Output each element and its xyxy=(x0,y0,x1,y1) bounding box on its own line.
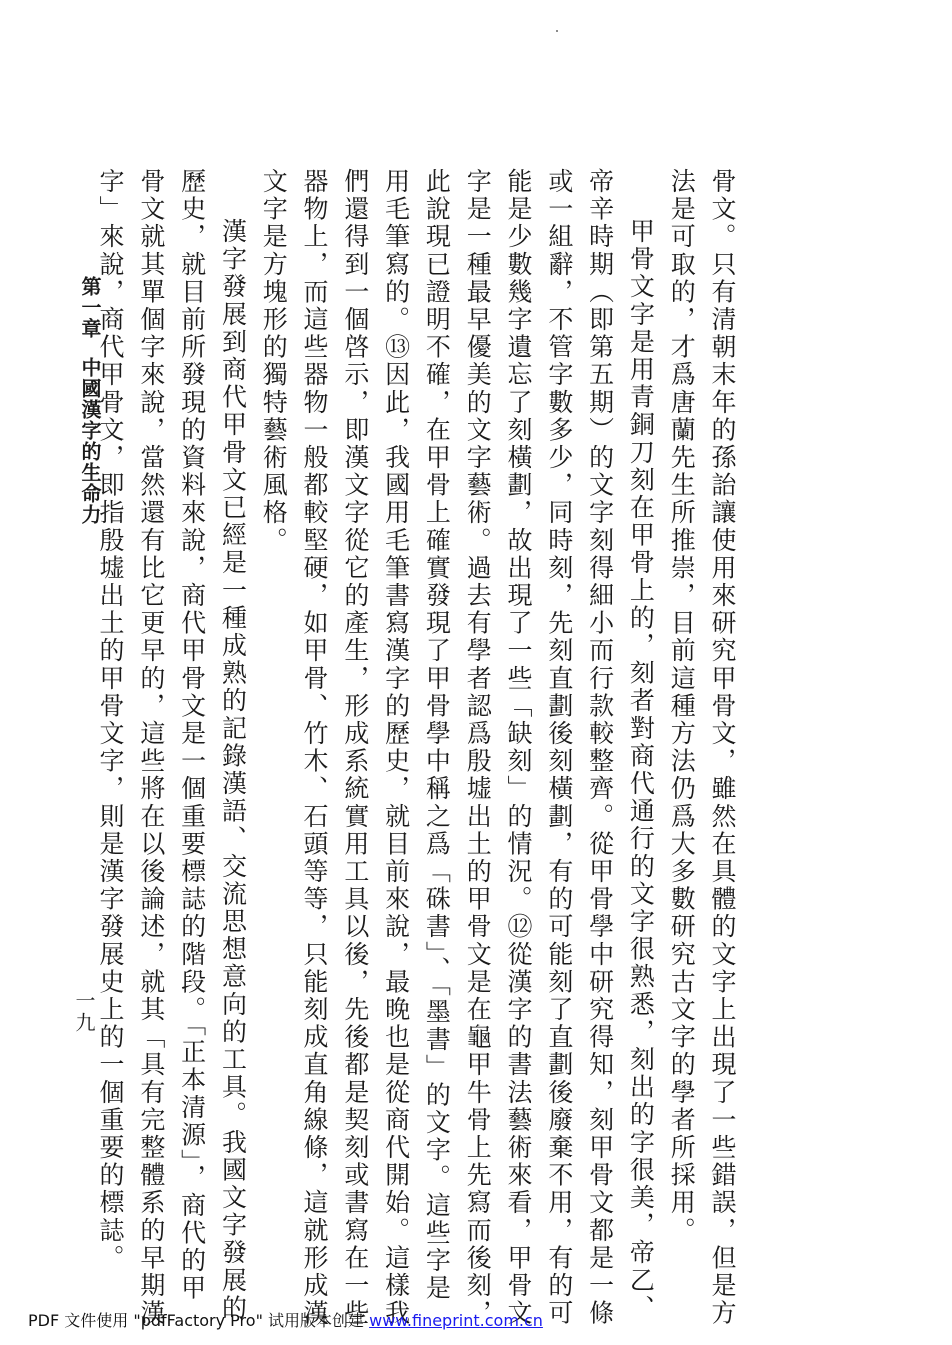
text-column: 甲骨文字是用青銅刀刻在甲骨上的，刻者對商代通行的文字很熟悉，刻出的字很美，帝乙、 xyxy=(626,218,656,1322)
pdf-footer xyxy=(28,1308,543,1331)
text-column: 此說現已證明不確，在甲骨上確實發現了甲骨學中稱之爲「硃書」、「墨書」的文字。這些字是 xyxy=(422,168,452,1303)
text-column: 字」來說，商代甲骨文，即指殷墟出土的甲骨文字，則是漢字發展史上的一個重要的標誌。 xyxy=(96,168,126,1272)
text-column: 器物上，而這些器物一般都較堅硬，如甲骨、竹木、石頭等等，只能刻成直角線條，這就形成漢 xyxy=(300,168,330,1328)
footer-link[interactable]: www.fineprint.com.cn xyxy=(369,1311,543,1330)
text-column: 字是一種最早優美的文字藝術。過去有學者認爲殷墟出土的甲骨文是在龜甲牛骨上先寫而後刻， xyxy=(463,168,493,1328)
text-column: 用毛筆寫的。⑬因此，我國用毛筆書寫漢字的歷史，就目前來說，最晚也是從商代開始。這樣我 xyxy=(381,168,411,1328)
text-column: 骨文就其單個字來說，當然還有比它更早的，這些將在以後論述，就其「具有完整體系的早期漢 xyxy=(136,168,166,1328)
page-number: 一九 xyxy=(72,990,96,1034)
chapter-title: 中國漢字的生命力 xyxy=(78,357,102,525)
text-column: 帝辛時期（即第五期）的文字刻得細小而行款較整齊。從甲骨學中研究得知，刻甲骨文都是一條 xyxy=(585,168,615,1328)
text-column: 骨文。只有清朝末年的孫詒讓使用來研究甲骨文，雖然在具體的文字上出現了一些錯誤，但是方 xyxy=(708,168,737,1328)
text-column: 們還得到一個啓示，即漢文字從它的產生，形成系統實用工具以後，先後都是契刻或書寫在一些 xyxy=(340,168,370,1328)
chapter-number: 第一章 xyxy=(78,276,102,339)
scan-speck xyxy=(556,30,558,32)
text-column: 能是少數幾字遺忘了刻橫劃，故出現了一些「缺刻」的情況。⑫從漢字的書法藝術來看，甲骨文 xyxy=(504,168,534,1328)
text-column: 漢字發展到商代甲骨文已經是一種成熟的記錄漢語、交流思想意向的工具。我國文字發展的 xyxy=(218,218,248,1322)
text-column: 文字是方塊形的獨特藝術風格。 xyxy=(259,168,289,555)
text-column: 法是可取的，才爲唐蘭先生所推崇，目前這種方法仍爲大多數研究古文字的學者所採用。 xyxy=(667,168,697,1245)
running-head xyxy=(76,276,105,576)
footer-text: PDF 文件使用 "pdfFactory Pro" 试用版本创建 xyxy=(28,1311,370,1330)
text-column: 或一組辭，不管字數多少，同時刻，先刻直劃後刻橫劃，有的可能刻了直劃後廢棄不用，有的可 xyxy=(544,168,574,1328)
text-column: 歷史，就目前所發現的資料來說，商代甲骨文是一個重要標誌的階段。「正本清源」，商代的甲 xyxy=(177,168,207,1303)
